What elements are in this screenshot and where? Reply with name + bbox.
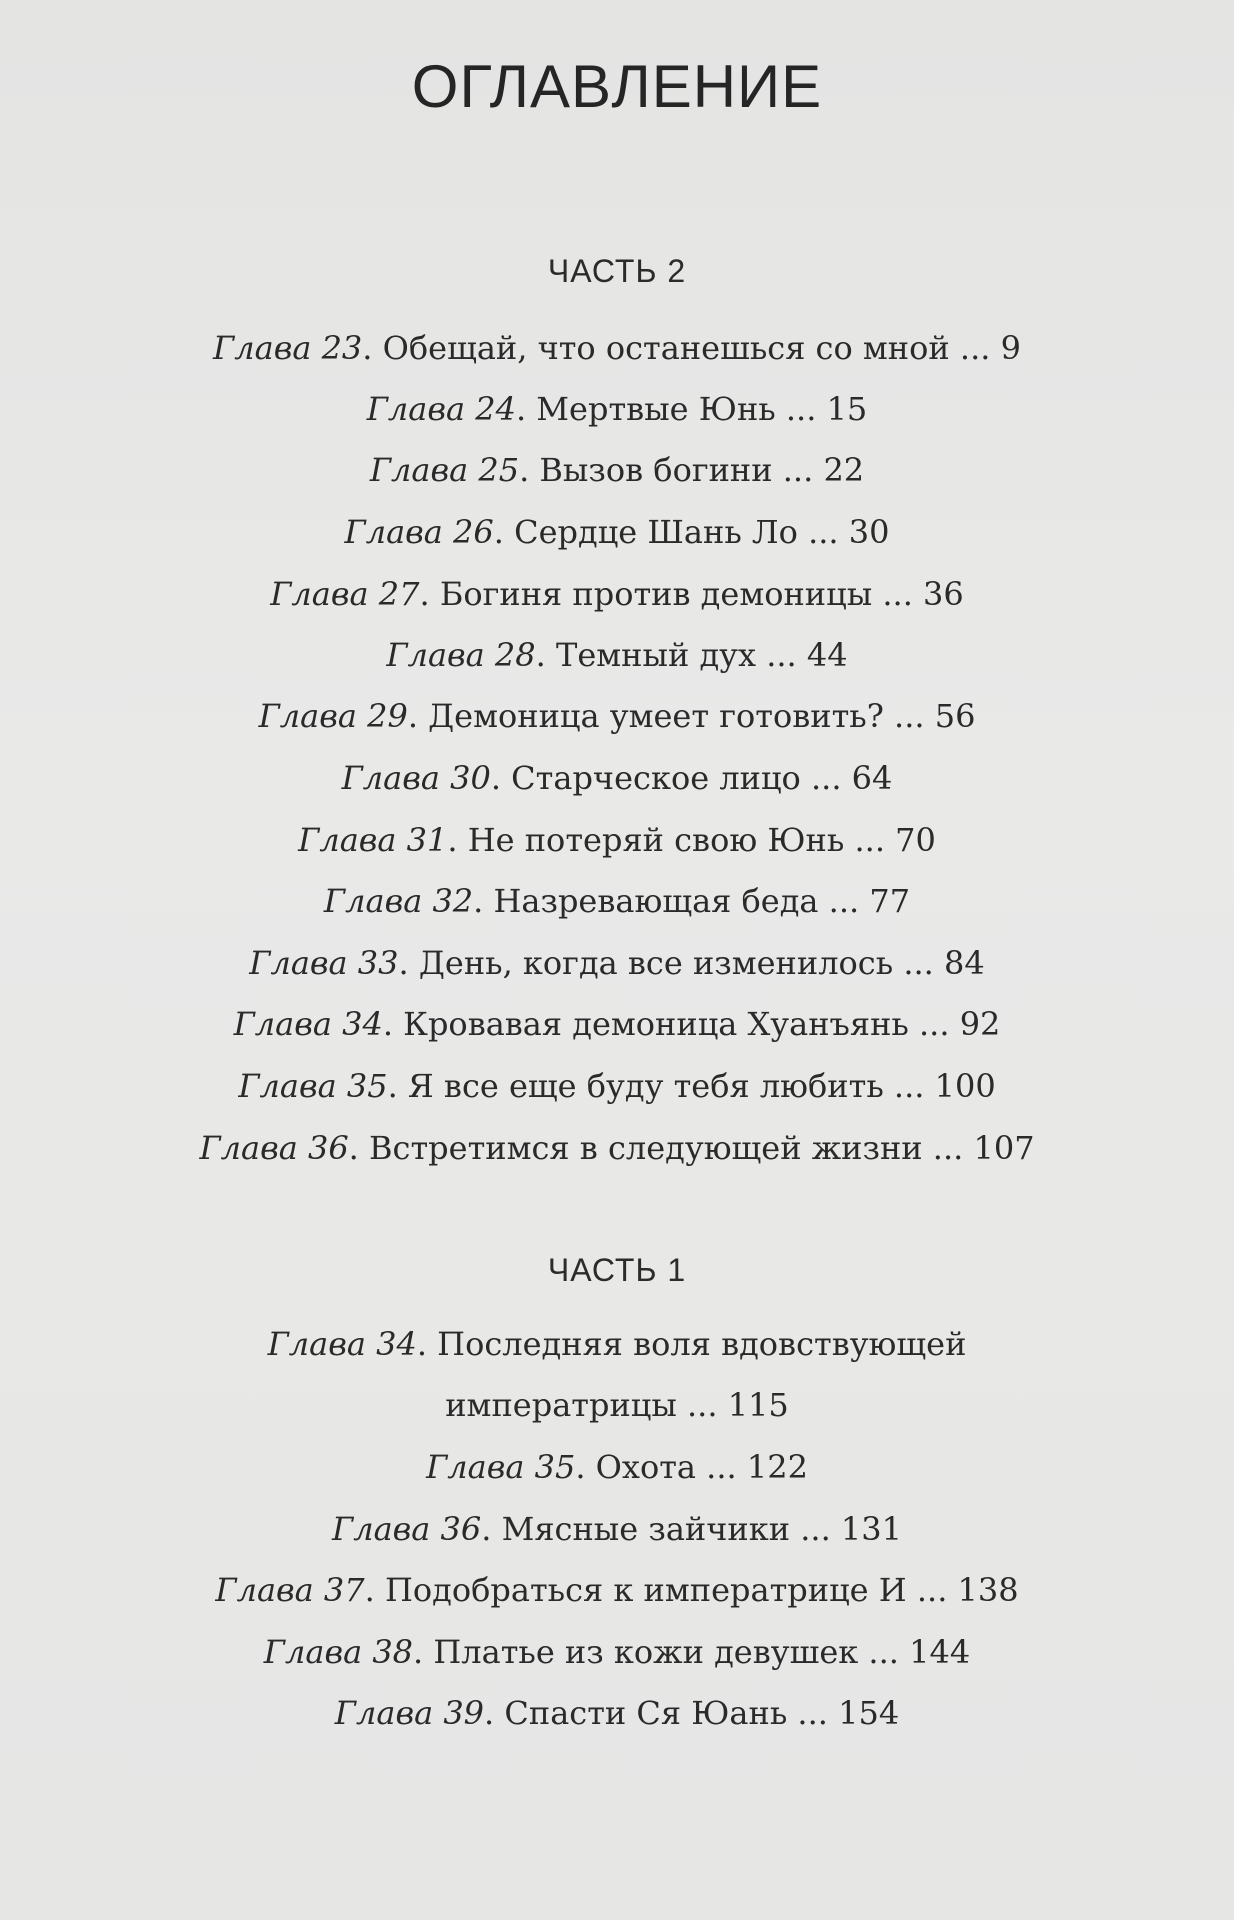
chapter-number: Глава 34 [267, 1325, 417, 1363]
toc-entry: Глава 27. Богиня против демоницы ... 36 [270, 575, 964, 613]
page-title: ОГЛАВЛЕНИЕ [411, 53, 823, 120]
chapter-number: Глава 28 [386, 636, 536, 674]
chapter-number: Глава 32 [323, 882, 474, 920]
page-number: 77 [869, 882, 911, 920]
chapter-title: Я все еще буду тебя любить [407, 1067, 884, 1105]
chapter-title: Обещай, что останешься со мной [382, 329, 950, 367]
page-number: 70 [895, 821, 936, 859]
page-number: 131 [840, 1510, 902, 1548]
page-number: 122 [746, 1448, 808, 1486]
toc-entry: Глава 34. Кровавая демоница Хуанъянь ... 92 [233, 1005, 1001, 1043]
toc-entry: Глава 33. День, когда все изменилось ... 84 [249, 944, 985, 982]
chapter-title: Встретимся в следующей жизни [369, 1129, 923, 1167]
chapter-title: Платье из кожи девушек [433, 1633, 859, 1671]
chapter-title: Мясные зайчики [501, 1510, 791, 1548]
page-number: 64 [851, 759, 893, 797]
toc-entry: Глава 31. Не потеряй свою Юнь ... 70 [298, 821, 936, 859]
toc-entry: Глава 37. Подобраться к императрице И ... 138 [215, 1571, 1019, 1609]
page-number: 115 [727, 1386, 789, 1424]
page-number: 56 [934, 697, 976, 735]
chapter-number: Глава 27 [270, 575, 420, 613]
page-number: 100 [934, 1067, 996, 1105]
page-number: 9 [1000, 329, 1021, 367]
toc-entry: Глава 34. Последняя воля вдовствующей [267, 1325, 967, 1363]
toc-entry: Глава 26. Сердце Шань Ло ... 30 [344, 513, 890, 551]
chapter-title: Сердце Шань Ло [514, 513, 798, 551]
chapter-title: Спасти Ся Юань [504, 1694, 788, 1732]
toc-entry: Глава 29. Демоница умеет готовить? ... 56 [258, 697, 976, 735]
toc-entry: Глава 35. Охота ... 122 [426, 1448, 808, 1486]
page-number: 92 [959, 1005, 1001, 1043]
page-number: 22 [823, 451, 865, 489]
page-number: 44 [806, 636, 848, 674]
chapter-number: Глава 37 [215, 1571, 365, 1609]
chapter-number: Глава 38 [263, 1633, 414, 1671]
page-number: 144 [909, 1633, 971, 1671]
toc-entry: Глава 36. Мясные зайчики ... 131 [332, 1510, 902, 1548]
toc-entry: Глава 28. Темный дух ... 44 [386, 636, 848, 674]
chapter-number: Глава 30 [341, 759, 491, 797]
page-number: 84 [944, 944, 985, 982]
chapter-title: Вызов богини [539, 451, 773, 489]
chapter-number: Глава 34 [233, 1005, 383, 1043]
chapter-number: Глава 24 [366, 390, 516, 428]
chapter-number: Глава 33 [249, 944, 399, 982]
chapter-number: Глава 35 [238, 1067, 388, 1105]
chapter-number: Глава 25 [369, 451, 520, 489]
page-number: 138 [957, 1571, 1019, 1609]
toc-entry: Глава 25. Вызов богини ... 22 [369, 451, 865, 489]
chapter-title: Не потеряй свою Юнь [467, 821, 845, 859]
chapter-title: Мертвые Юнь [536, 390, 776, 428]
chapter-title: Демоница умеет готовить? [428, 697, 884, 735]
chapter-number: Глава 26 [344, 513, 494, 551]
chapter-title: Подобраться к императрице И [384, 1571, 907, 1609]
chapter-number: Глава 23 [213, 329, 363, 367]
chapter-title: Последняя воля вдовствующей [437, 1325, 967, 1363]
chapter-number: Глава 35 [426, 1448, 576, 1486]
toc-entry: Глава 39. Спасти Ся Юань ... 154 [334, 1694, 900, 1732]
page-number: 15 [826, 390, 868, 428]
page-number: 30 [848, 513, 890, 551]
chapter-title: Назревающая беда [493, 882, 819, 920]
chapter-number: Глава 29 [258, 697, 408, 735]
toc-entry: Глава 32. Назревающая беда ... 77 [323, 882, 911, 920]
toc-entry: Глава 35. Я все еще буду тебя любить ... 100 [238, 1067, 996, 1105]
chapter-number: Глава 39 [334, 1694, 485, 1732]
chapter-title: Старческое лицо [511, 759, 801, 797]
part-heading-1: ЧАСТЬ 1 [547, 1252, 687, 1288]
toc-entry: Глава 30. Старческое лицо ... 64 [341, 759, 893, 797]
chapter-title: Охота [595, 1448, 696, 1486]
part-heading-2: ЧАСТЬ 2 [547, 253, 687, 289]
chapter-number: Глава 36 [199, 1129, 349, 1167]
toc-entry: Глава 24. Мертвые Юнь ... 15 [366, 390, 868, 428]
chapter-title: Богиня против демоницы [439, 575, 873, 613]
page-number: 36 [923, 575, 964, 613]
toc-entry: Глава 23. Обещай, что останешься со мной ... 9 [213, 329, 1021, 367]
toc-entry-continuation: императрицы ... 115 [445, 1386, 789, 1424]
chapter-number: Глава 36 [332, 1510, 482, 1548]
chapter-title: День, когда все изменилось [418, 944, 894, 982]
chapter-title: Темный дух [555, 636, 757, 674]
chapter-title: Кровавая демоница Хуанъянь [403, 1005, 909, 1043]
toc-entry: Глава 36. Встретимся в следующей жизни ... 107 [199, 1129, 1035, 1167]
page-number: 154 [838, 1694, 900, 1732]
toc-entry: Глава 38. Платье из кожи девушек ... 144 [263, 1633, 971, 1671]
page-number: 107 [973, 1129, 1035, 1167]
chapter-number: Глава 31 [298, 821, 448, 859]
chapter-title: императрицы [445, 1386, 687, 1424]
